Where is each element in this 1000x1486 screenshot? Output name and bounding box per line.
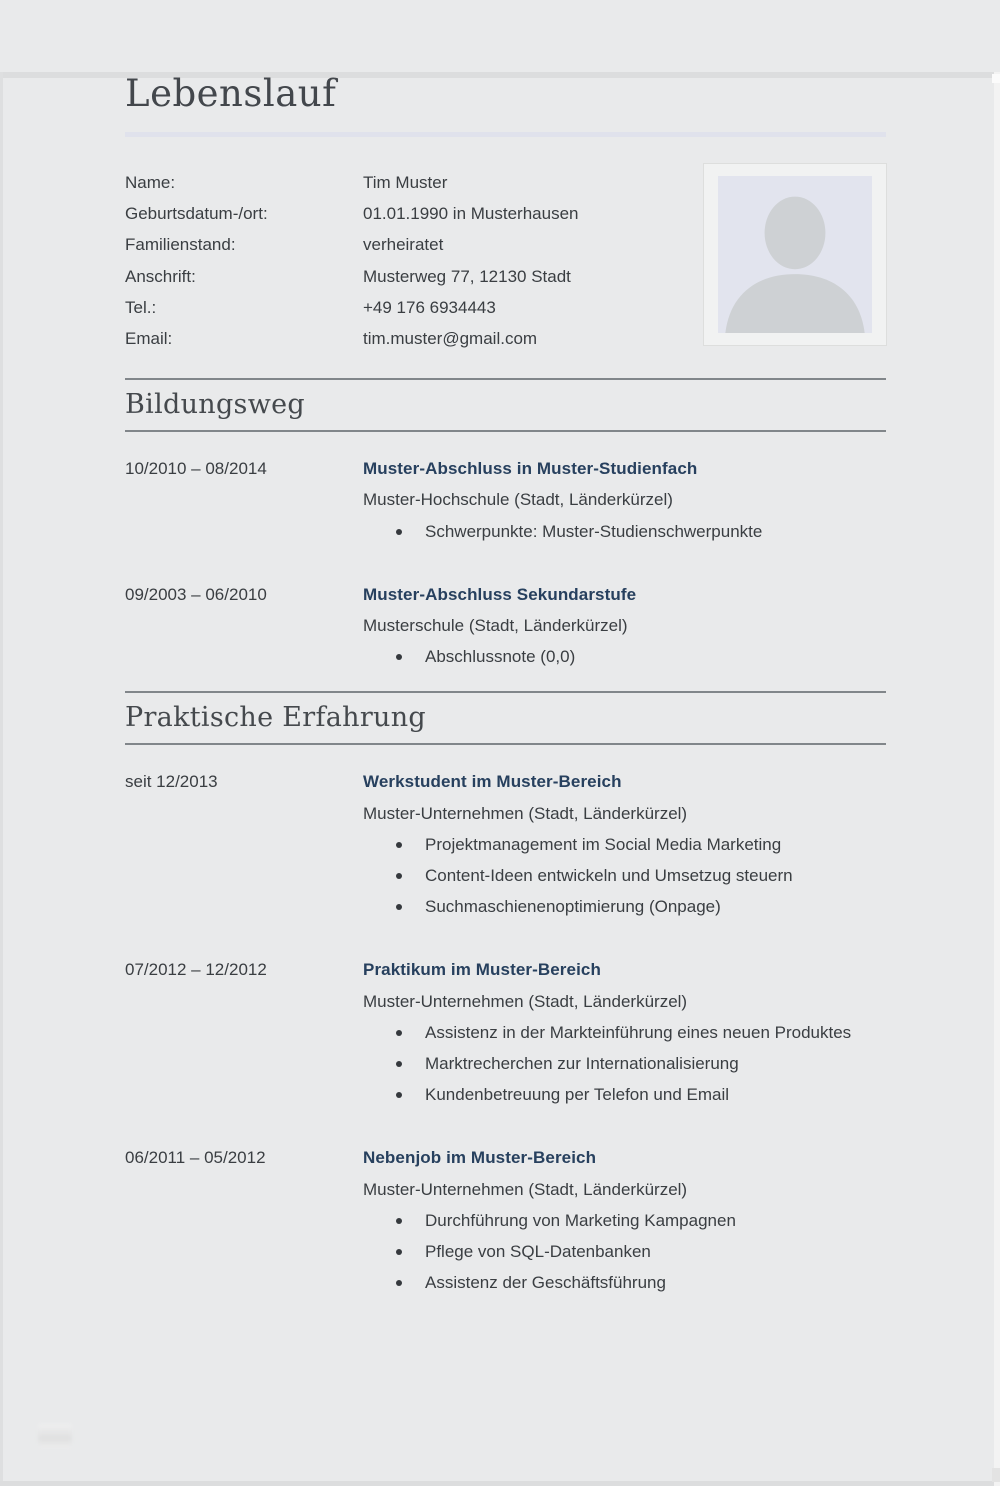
entry-bullet-list [363, 516, 886, 547]
education-entry [125, 579, 886, 673]
info-label-phone: Tel.: [125, 297, 157, 317]
section-experience [125, 691, 886, 1298]
entry-subtitle: Muster-Unternehmen (Stadt, Länderkürzel) [363, 991, 688, 1011]
entry-bullet: Kundenbetreuung per Telefon und Email [363, 1079, 886, 1110]
section-divider [125, 743, 886, 745]
info-value-marital-status: verheiratet [363, 235, 444, 255]
info-value-address: Musterweg 77, 12130 Stadt [363, 266, 571, 286]
entry-subtitle: Muster-Hochschule (Stadt, Länderkürzel) [363, 490, 673, 510]
entry-title: Muster-Abschluss Sekundarstufe [363, 584, 637, 604]
info-value-name: Tim Muster [363, 173, 448, 192]
entry-bullet-list [363, 1017, 886, 1111]
page-title: Lebenslauf [125, 72, 337, 115]
entry-date: 06/2011 – 05/2012 [125, 1148, 266, 1168]
info-value-birth: 01.01.1990 in Musterhausen [363, 204, 579, 224]
info-value-email: tim.muster@gmail.com [363, 329, 538, 349]
entry-date: seit 12/2013 [125, 772, 218, 792]
entry-date: 10/2010 – 08/2014 [125, 459, 267, 479]
entry-bullet: Durchführung von Marketing Kampagnen [363, 1205, 886, 1236]
experience-entry [125, 1142, 886, 1298]
section-heading-experience: Praktische Erfahrung [125, 702, 427, 734]
education-entry [125, 453, 886, 547]
viewer-bottom-edge [0, 1481, 1000, 1486]
entry-bullet-list [363, 1205, 886, 1299]
section-divider [125, 378, 886, 380]
entry-bullet: Content-Ideen entwickeln und Umsetzug steuern [363, 860, 886, 891]
profile-photo-placeholder [718, 176, 872, 333]
info-label-birth: Geburtsdatum-/ort: [125, 204, 268, 224]
entry-subtitle: Muster-Unternehmen (Stadt, Länderkürzel) [363, 803, 688, 823]
resume-page [0, 72, 1000, 1298]
entry-bullet: Assistenz in der Markteinführung eines neuen Produktes [363, 1017, 886, 1048]
entry-title: Nebenjob im Muster-Bereich [363, 1148, 597, 1168]
entry-bullet: Marktrecherchen zur Internationalisierung [363, 1048, 886, 1079]
entry-bullet: Projektmanagement im Social Media Marketing [363, 829, 886, 860]
section-heading-education: Bildungsweg [125, 389, 305, 421]
entry-bullet-list [363, 641, 886, 672]
entry-date: 07/2012 – 12/2012 [125, 960, 267, 980]
info-label-address: Anschrift: [125, 266, 196, 286]
experience-entry [125, 954, 886, 1110]
entry-subtitle: Musterschule (Stadt, Länderkürzel) [363, 616, 628, 636]
person-silhouette-icon [718, 176, 872, 333]
faint-watermark [38, 1424, 72, 1448]
info-label-marital-status: Familienstand: [125, 235, 236, 255]
info-value-phone: +49 176 6934443 [363, 297, 496, 317]
info-label-email: Email: [125, 329, 173, 349]
section-divider [125, 430, 886, 432]
entry-bullet: Suchmaschienenoptimierung (Onpage) [363, 891, 886, 922]
entry-title: Werkstudent im Muster-Bereich [363, 772, 622, 792]
entry-bullet: Assistenz der Geschäftsführung [363, 1267, 886, 1298]
title-divider [125, 132, 886, 137]
entry-date: 09/2003 – 06/2010 [125, 584, 267, 604]
section-divider [125, 691, 886, 693]
entry-title: Muster-Abschluss in Muster-Studienfach [363, 459, 698, 479]
entry-bullet-list [363, 829, 886, 923]
profile-photo-frame [703, 163, 887, 346]
entry-title: Praktikum im Muster-Bereich [363, 960, 601, 980]
entry-bullet: Schwerpunkte: Muster-Studienschwerpunkte [363, 516, 886, 547]
scrollbar-thumb-bottom[interactable] [992, 1468, 1000, 1482]
entry-subtitle: Muster-Unternehmen (Stadt, Länderkürzel) [363, 1179, 688, 1199]
info-label-name: Name: [125, 173, 176, 192]
experience-entry [125, 766, 886, 922]
personal-info-section [125, 167, 886, 354]
entry-bullet: Pflege von SQL-Datenbanken [363, 1236, 886, 1267]
entry-bullet: Abschlussnote (0,0) [363, 641, 886, 672]
section-education [125, 378, 886, 672]
